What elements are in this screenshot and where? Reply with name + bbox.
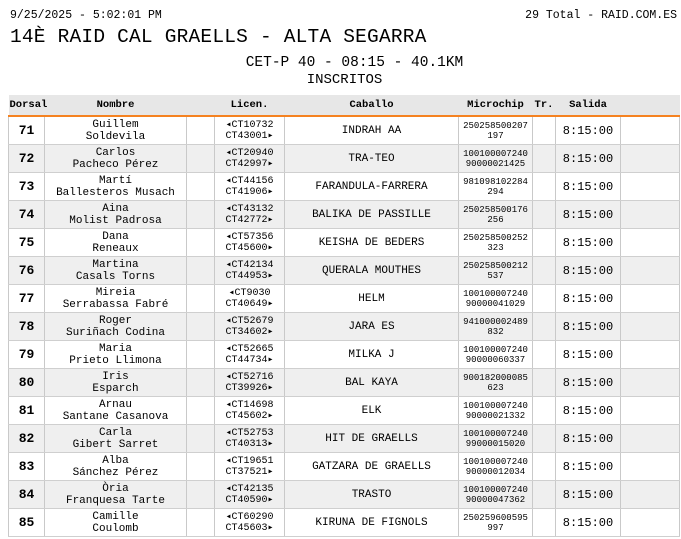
microchip-line-2: 294: [487, 186, 504, 197]
licence-cell: [215, 229, 285, 257]
rider-last-name: Sánchez Pérez: [72, 466, 159, 479]
name-cell: [45, 145, 187, 173]
col-caballo: Caballo: [285, 95, 459, 116]
horse-cell: FARANDULA-FARRERA: [285, 173, 459, 201]
blank-cell: [187, 313, 215, 341]
horse-licence: CT45603▸: [225, 522, 274, 534]
tr-cell: [533, 481, 556, 509]
dorsal-cell: 80: [9, 369, 45, 397]
microchip-line-1: 250258500212: [463, 260, 528, 271]
dorsal-cell: 74: [9, 201, 45, 229]
extra-cell: [621, 509, 680, 537]
licence-cell: [215, 425, 285, 453]
dorsal-cell: 79: [9, 341, 45, 369]
licence-cell: [215, 116, 285, 145]
microchip-cell: [459, 257, 533, 285]
blank-cell: [187, 257, 215, 285]
rider-last-name: Ballesteros Musach: [56, 186, 175, 199]
tr-cell: [533, 509, 556, 537]
rider-first-name: Alba: [102, 454, 129, 467]
dorsal-cell: 81: [9, 397, 45, 425]
blank-cell: [187, 173, 215, 201]
horse-licence: CT41906▸: [225, 186, 274, 198]
horse-cell: INDRAH AA: [285, 116, 459, 145]
rider-licence: ◂CT52665: [225, 343, 274, 355]
rider-licence: ◂CT14698: [225, 399, 274, 411]
microchip-line-2: 537: [487, 270, 504, 281]
rider-last-name: Serrabassa Fabré: [62, 298, 169, 311]
rider-licence: ◂CT43132: [225, 203, 274, 215]
col-microchip: Microchip: [459, 95, 533, 116]
microchip-line-2: 623: [487, 382, 504, 393]
start-time-cell: 8:15:00: [556, 229, 621, 257]
rider-first-name: Mireia: [95, 286, 136, 299]
licence-cell: [215, 257, 285, 285]
rider-licence: ◂CT42134: [225, 259, 274, 271]
horse-licence: CT34602▸: [225, 326, 274, 338]
name-cell: [45, 285, 187, 313]
microchip-cell: [459, 509, 533, 537]
rider-licence: ◂CT52679: [225, 315, 274, 327]
dorsal-cell: 71: [9, 116, 45, 145]
table-row: [9, 369, 680, 397]
microchip-line-2: 90000060337: [465, 354, 526, 365]
rider-first-name: Camille: [92, 510, 139, 523]
start-time-cell: 8:15:00: [556, 285, 621, 313]
blank-cell: [187, 453, 215, 481]
name-cell: [45, 369, 187, 397]
extra-cell: [621, 229, 680, 257]
rider-first-name: Òria: [102, 482, 129, 495]
col-extra: [621, 95, 680, 116]
horse-cell: KIRUNA DE FIGNOLS: [285, 509, 459, 537]
rider-last-name: Molist Padrosa: [69, 214, 162, 227]
tr-cell: [533, 285, 556, 313]
rider-first-name: Martí: [98, 174, 132, 187]
extra-cell: [621, 285, 680, 313]
horse-licence: CT39926▸: [225, 382, 274, 394]
dorsal-cell: 85: [9, 509, 45, 537]
microchip-line-1: 981098102284: [463, 176, 528, 187]
microchip-line-1: 250258500252: [463, 232, 528, 243]
dorsal-cell: 83: [9, 453, 45, 481]
tr-cell: [533, 453, 556, 481]
table-row: [9, 201, 680, 229]
horse-licence: CT40590▸: [225, 494, 274, 506]
rider-last-name: Soldevila: [85, 130, 146, 143]
microchip-cell: [459, 453, 533, 481]
microchip-line-2: 99000015020: [465, 438, 526, 449]
entries-table: [8, 95, 680, 537]
microchip-cell: [459, 425, 533, 453]
rider-licence: ◂CT52753: [225, 427, 274, 439]
blank-cell: [187, 145, 215, 173]
rider-last-name: Casals Torns: [75, 270, 156, 283]
horse-licence: CT42997▸: [225, 158, 274, 170]
col-dorsal: Dorsal: [9, 95, 45, 116]
rider-last-name: Esparch: [92, 382, 139, 395]
blank-cell: [187, 229, 215, 257]
microchip-line-1: 100100007240: [463, 344, 528, 355]
rider-licence: ◂CT60290: [225, 511, 274, 523]
extra-cell: [621, 116, 680, 145]
dorsal-cell: 76: [9, 257, 45, 285]
horse-cell: MILKA J: [285, 341, 459, 369]
name-cell: [45, 201, 187, 229]
col-licen: Licen.: [215, 95, 285, 116]
blank-cell: [187, 116, 215, 145]
dorsal-cell: 84: [9, 481, 45, 509]
dorsal-cell: 82: [9, 425, 45, 453]
microchip-line-1: 941000002489: [463, 316, 528, 327]
horse-licence: CT45602▸: [225, 410, 274, 422]
start-time-cell: 8:15:00: [556, 369, 621, 397]
horse-cell: KEISHA DE BEDERS: [285, 229, 459, 257]
start-time-cell: 8:15:00: [556, 257, 621, 285]
dorsal-cell: 77: [9, 285, 45, 313]
dorsal-cell: 78: [9, 313, 45, 341]
tr-cell: [533, 229, 556, 257]
table-header-row: [9, 95, 680, 116]
licence-cell: [215, 173, 285, 201]
tr-cell: [533, 201, 556, 229]
extra-cell: [621, 173, 680, 201]
rider-licence: ◂CT42135: [225, 483, 274, 495]
horse-licence: CT45600▸: [225, 242, 274, 254]
rider-first-name: Carla: [98, 426, 132, 439]
microchip-line-1: 100100007240: [463, 428, 528, 439]
report-top-line: [10, 9, 677, 22]
extra-cell: [621, 453, 680, 481]
page-title: 14È RAID CAL GRAELLS - ALTA SEGARRA: [10, 26, 427, 48]
start-time-cell: 8:15:00: [556, 201, 621, 229]
horse-cell: ELK: [285, 397, 459, 425]
report-datetime: 9/25/2025 - 5:02:01 PM: [10, 9, 162, 22]
table-row: [9, 173, 680, 201]
microchip-line-2: 90000012034: [465, 466, 526, 477]
rider-licence: ◂CT20940: [225, 147, 274, 159]
microchip-cell: [459, 397, 533, 425]
horse-licence: CT40313▸: [225, 438, 274, 450]
horse-licence: CT37521▸: [225, 466, 274, 478]
microchip-line-2: 323: [487, 242, 504, 253]
rider-last-name: Santane Casanova: [62, 410, 169, 423]
table-row: [9, 229, 680, 257]
horse-cell: BAL KAYA: [285, 369, 459, 397]
microchip-line-2: 256: [487, 214, 504, 225]
microchip-line-1: 900182000085: [463, 372, 528, 383]
extra-cell: [621, 145, 680, 173]
rider-first-name: Iris: [102, 370, 129, 383]
microchip-cell: [459, 201, 533, 229]
microchip-line-1: 100100007240: [463, 400, 528, 411]
table-row: [9, 285, 680, 313]
rider-first-name: Aina: [102, 202, 129, 215]
table-row: [9, 116, 680, 145]
rider-licence: ◂CT52716: [225, 371, 274, 383]
rider-licence: ◂CT57356: [225, 231, 274, 243]
list-subtitle: INSCRITOS: [306, 72, 383, 88]
microchip-cell: [459, 369, 533, 397]
dorsal-cell: 73: [9, 173, 45, 201]
microchip-line-2: 997: [487, 522, 504, 533]
table-row: [9, 145, 680, 173]
rider-licence: ◂CT9030: [228, 287, 271, 299]
horse-licence: CT44734▸: [225, 354, 274, 366]
start-time-cell: 8:15:00: [556, 341, 621, 369]
microchip-line-2: 90000021425: [465, 158, 526, 169]
name-cell: [45, 229, 187, 257]
tr-cell: [533, 257, 556, 285]
start-time-cell: 8:15:00: [556, 425, 621, 453]
microchip-line-2: 197: [487, 130, 504, 141]
licence-cell: [215, 453, 285, 481]
rider-last-name: Coulomb: [92, 522, 139, 535]
name-cell: [45, 116, 187, 145]
blank-cell: [187, 285, 215, 313]
rider-first-name: Martina: [92, 258, 139, 271]
dorsal-cell: 75: [9, 229, 45, 257]
tr-cell: [533, 397, 556, 425]
start-time-cell: 8:15:00: [556, 145, 621, 173]
horse-licence: CT42772▸: [225, 214, 274, 226]
table-row: [9, 257, 680, 285]
blank-cell: [187, 397, 215, 425]
microchip-line-1: 100100007240: [463, 288, 528, 299]
licence-cell: [215, 369, 285, 397]
name-cell: [45, 425, 187, 453]
rider-last-name: Pacheco Pérez: [72, 158, 159, 171]
microchip-line-1: 100100007240: [463, 456, 528, 467]
horse-cell: TRASTO: [285, 481, 459, 509]
start-time-cell: 8:15:00: [556, 313, 621, 341]
licence-cell: [215, 285, 285, 313]
horse-cell: GATZARA DE GRAELLS: [285, 453, 459, 481]
table-row: [9, 313, 680, 341]
rider-last-name: Suriñach Codina: [65, 326, 166, 339]
tr-cell: [533, 341, 556, 369]
extra-cell: [621, 369, 680, 397]
blank-cell: [187, 425, 215, 453]
microchip-cell: [459, 229, 533, 257]
name-cell: [45, 313, 187, 341]
licence-cell: [215, 481, 285, 509]
table-row: [9, 509, 680, 537]
rider-first-name: Arnau: [98, 398, 132, 411]
microchip-line-1: 250258500176: [463, 204, 528, 215]
rider-last-name: Franquesa Tarte: [65, 494, 166, 507]
licence-cell: [215, 313, 285, 341]
rider-first-name: Dana: [102, 230, 129, 243]
col-salida: Salida: [556, 95, 621, 116]
tr-cell: [533, 145, 556, 173]
blank-cell: [187, 201, 215, 229]
rider-licence: ◂CT10732: [225, 119, 274, 131]
microchip-line-1: 250258500207: [463, 120, 528, 131]
tr-cell: [533, 369, 556, 397]
rider-last-name: Reneaux: [92, 242, 139, 255]
microchip-cell: [459, 285, 533, 313]
extra-cell: [621, 425, 680, 453]
licence-cell: [215, 509, 285, 537]
table-row: [9, 453, 680, 481]
licence-cell: [215, 341, 285, 369]
name-cell: [45, 481, 187, 509]
microchip-line-2: 90000047362: [465, 494, 526, 505]
rider-licence: ◂CT44156: [225, 175, 274, 187]
rider-first-name: Roger: [98, 314, 132, 327]
name-cell: [45, 173, 187, 201]
table-row: [9, 341, 680, 369]
microchip-cell: [459, 173, 533, 201]
blank-cell: [187, 481, 215, 509]
rider-first-name: Guillem: [92, 118, 139, 131]
tr-cell: [533, 425, 556, 453]
rider-first-name: Carlos: [95, 146, 136, 159]
name-cell: [45, 257, 187, 285]
microchip-line-2: 90000021332: [465, 410, 526, 421]
col-blank: [187, 95, 215, 116]
horse-cell: JARA ES: [285, 313, 459, 341]
col-nombre: Nombre: [45, 95, 187, 116]
start-time-cell: 8:15:00: [556, 481, 621, 509]
table-row: [9, 481, 680, 509]
microchip-cell: [459, 313, 533, 341]
licence-cell: [215, 201, 285, 229]
table-row: [9, 425, 680, 453]
start-time-cell: 8:15:00: [556, 173, 621, 201]
horse-licence: CT44953▸: [225, 270, 274, 282]
start-time-cell: 8:15:00: [556, 509, 621, 537]
horse-cell: TRA-TEO: [285, 145, 459, 173]
horse-cell: HELM: [285, 285, 459, 313]
microchip-cell: [459, 481, 533, 509]
microchip-line-1: 100100007240: [463, 484, 528, 495]
tr-cell: [533, 173, 556, 201]
microchip-line-1: 100100007240: [463, 148, 528, 159]
extra-cell: [621, 257, 680, 285]
extra-cell: [621, 313, 680, 341]
dorsal-cell: 72: [9, 145, 45, 173]
microchip-line-2: 90000041029: [465, 298, 526, 309]
start-time-cell: 8:15:00: [556, 116, 621, 145]
extra-cell: [621, 201, 680, 229]
col-tr: Tr.: [533, 95, 556, 116]
horse-licence: CT43001▸: [225, 130, 274, 142]
blank-cell: [187, 509, 215, 537]
horse-cell: BALIKA DE PASSILLE: [285, 201, 459, 229]
name-cell: [45, 453, 187, 481]
microchip-cell: [459, 116, 533, 145]
horse-cell: HIT DE GRAELLS: [285, 425, 459, 453]
microchip-line-1: 250259600595: [463, 512, 528, 523]
tr-cell: [533, 116, 556, 145]
horse-cell: QUERALA MOUTHES: [285, 257, 459, 285]
horse-licence: CT40649▸: [225, 298, 274, 310]
extra-cell: [621, 481, 680, 509]
licence-cell: [215, 397, 285, 425]
name-cell: [45, 509, 187, 537]
licence-cell: [215, 145, 285, 173]
table-row: [9, 397, 680, 425]
name-cell: [45, 397, 187, 425]
microchip-cell: [459, 145, 533, 173]
microchip-cell: [459, 341, 533, 369]
extra-cell: [621, 397, 680, 425]
report-total-site: 29 Total - RAID.COM.ES: [525, 9, 677, 22]
start-time-cell: 8:15:00: [556, 453, 621, 481]
microchip-line-2: 832: [487, 326, 504, 337]
name-cell: [45, 341, 187, 369]
rider-last-name: Prieto Llimona: [69, 354, 162, 367]
extra-cell: [621, 341, 680, 369]
rider-first-name: Maria: [98, 342, 132, 355]
tr-cell: [533, 313, 556, 341]
rider-licence: ◂CT19651: [225, 455, 274, 467]
blank-cell: [187, 341, 215, 369]
rider-last-name: Gibert Sarret: [72, 438, 159, 451]
blank-cell: [187, 369, 215, 397]
start-time-cell: 8:15:00: [556, 397, 621, 425]
category-line: CET-P 40 - 08:15 - 40.1KM: [245, 55, 464, 71]
